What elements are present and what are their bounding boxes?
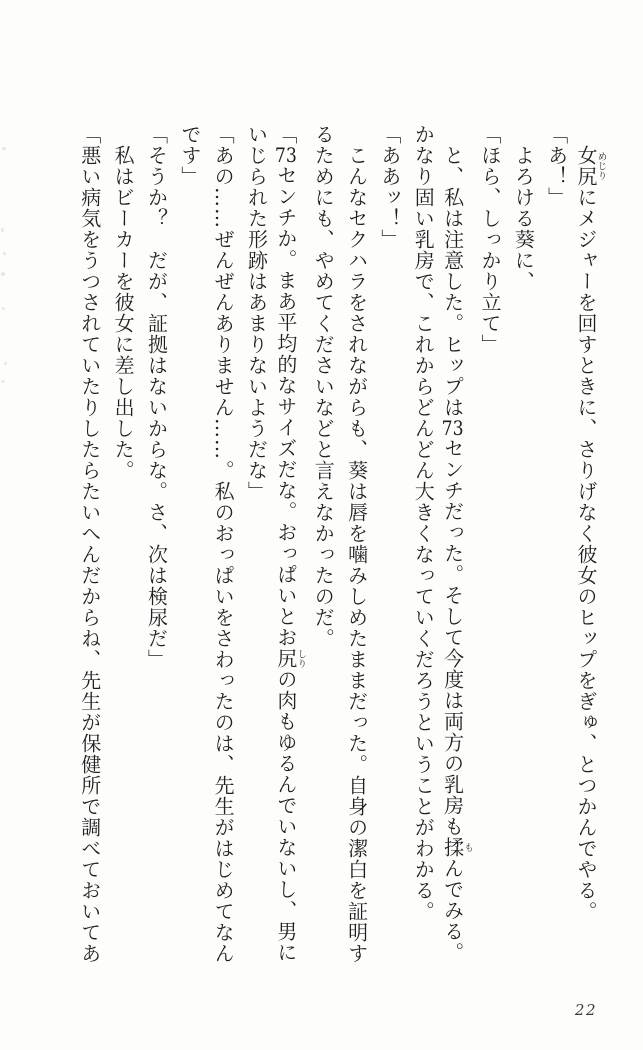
page-number: 22: [574, 1001, 597, 1019]
tate-chu-yoko-number: 73: [274, 145, 297, 165]
furigana-ruby: 女尻めじり: [574, 145, 607, 187]
furigana-ruby: 尻しり: [273, 648, 307, 669]
text-line-12: 「あの……ぜんぜんありません……。私のおっぱいをさわったのは、先生がはじめてなん: [211, 124, 236, 964]
text-line-5: と、私は注意した。ヒップは73センチだった。そして今度は両方の乳房も揉もんでみる。: [440, 145, 474, 963]
text-line-15: 私はビーカーを彼女に差し出した。: [111, 145, 136, 481]
scan-speck: [1, 228, 4, 232]
text-line-14: 「そうか？ だが、証拠はないからな。さ、次は検尿だ」: [144, 124, 169, 670]
text-line-2: 「あ！」: [544, 124, 569, 208]
scan-speck: [1, 380, 5, 383]
text-line-4: 「ほら、しっかり立て」: [477, 124, 502, 355]
scan-speck: [2, 307, 5, 310]
scan-speck: [3, 252, 6, 255]
text-line-3: よろける葵に、: [511, 145, 536, 292]
text-line-8: こんなセクハラをされながらも、葵は唇を噛みしめたままだった。自身の潔白を証明す: [344, 145, 369, 964]
text-line-9: るためにも、やめてくださいなどと言えなかったのだ。: [311, 124, 336, 649]
text-line-1: 女尻めじりにメジャーを回すときに、さりげなく彼女のヒップをぎゅ、とつかんでやる。: [574, 145, 607, 922]
text-line-16: 「悪い病気をうつされていたりしたらたいへんだからね、先生が保健所で調べておいてあ: [77, 124, 102, 964]
text-line-6: かなり固い乳房で、これからどんどん大きくなっていくだろうということがわかる。: [411, 124, 436, 922]
text-line-11: いじられた形跡はあまりないようだな」: [244, 124, 269, 502]
text-line-10: 「73センチか。まあ平均的なサイズだな。おっぱいとお尻しりの肉もゆるんでいないし、男に: [273, 124, 307, 963]
furigana-ruby: 揉も: [440, 837, 474, 858]
tate-chu-yoko-number: 73: [441, 418, 464, 438]
text-line-7: 「ああッ！」: [377, 124, 402, 250]
scan-speck: [1, 272, 5, 276]
scan-speck: [2, 147, 6, 150]
text-line-13: です」: [177, 124, 202, 187]
scan-speck: [4, 362, 7, 365]
